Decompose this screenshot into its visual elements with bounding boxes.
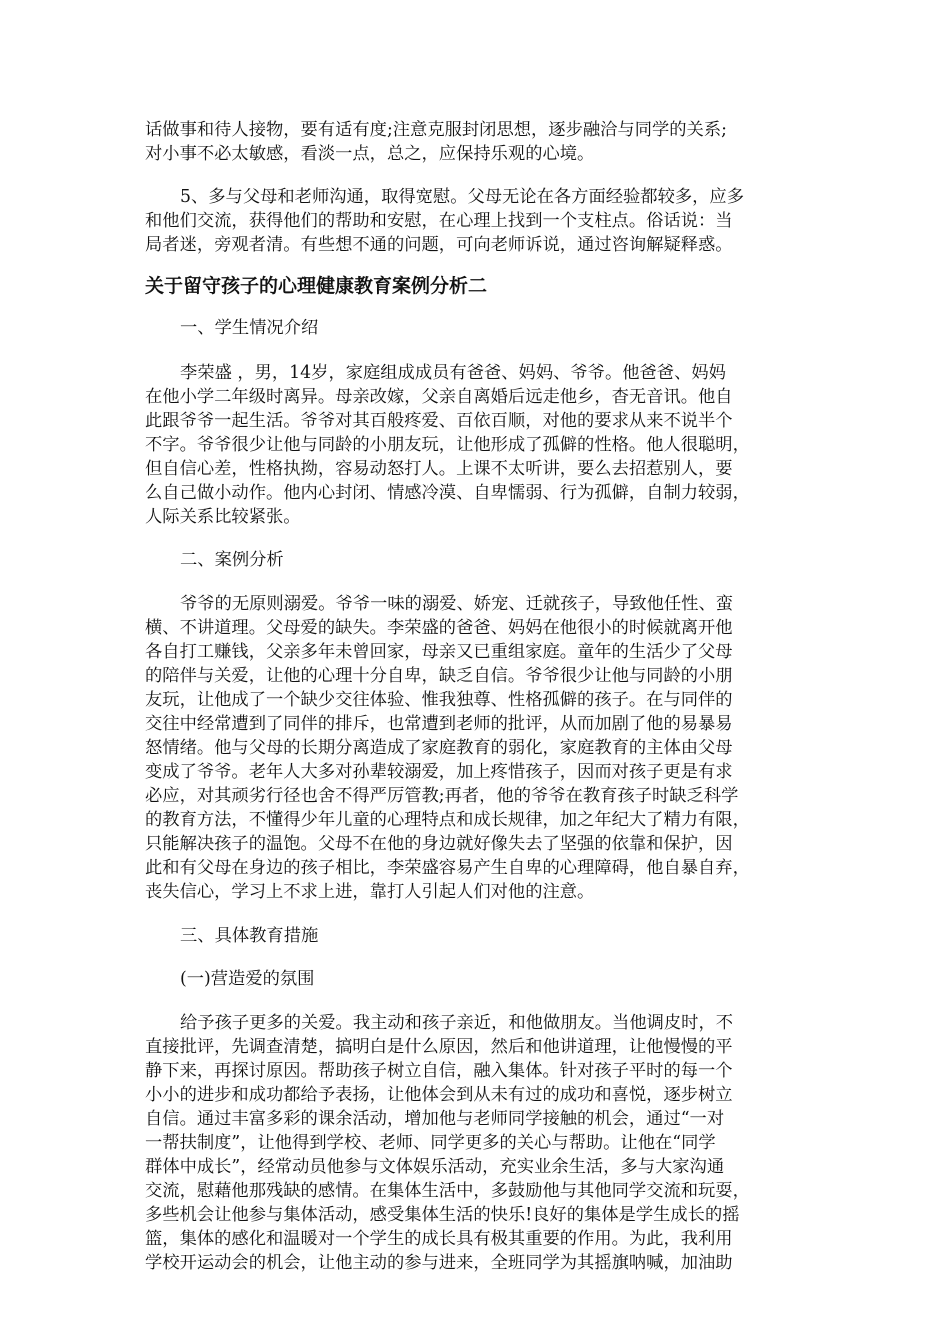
text-line: 直接批评，先调查清楚，搞明白是什么原因，然后和他讲道理，让他慢慢的平 <box>145 1037 733 1057</box>
text-line: 交往中经常遭到了同伴的排斥，也常遭到老师的批评，从而加剧了他的易暴易 <box>145 714 733 734</box>
text-line: 人际关系比较紧张。 <box>145 507 301 527</box>
text-line: 么自己做小动作。他内心封闭、情感冷漠、自卑懦弱、行为孤僻，自制力较弱， <box>145 483 750 503</box>
subsection-title: (一)营造爱的氛围 <box>180 969 315 989</box>
text-line: 丧失信心，学习上不求上进，靠打人引起人们对他的注意。 <box>145 882 595 902</box>
text-line: 局者迷，旁观者清。有些想不通的问题，可向老师诉说，通过咨询解疑释惑。 <box>145 235 733 255</box>
text-line: 此和有父母在身边的孩子相比，李荣盛容易产生自卑的心理障碍，他自暴自弃， <box>145 858 750 878</box>
text-line: 爷爷的无原则溺爱。爷爷一味的溺爱、娇宠、迁就孩子，导致他任性、蛮 <box>180 594 734 614</box>
text-line: 怒情绪。他与父母的长期分离造成了家庭教育的弱化，家庭教育的主体由父母 <box>145 738 733 758</box>
text-line: 静下来，再探讨原因。帮助孩子树立自信，融入集体。针对孩子平时的每一个 <box>145 1061 733 1081</box>
text-line: 但自信心差，性格执拗，容易动怒打人。上课不太听讲，要么去招惹别人，要 <box>145 459 733 479</box>
text-line: 学校开运动会的机会，让他主动的参与进来，全班同学为其摇旗呐喊，加油助 <box>145 1253 733 1273</box>
text-line: 和他们交流，获得他们的帮助和安慰，在心理上找到一个支柱点。俗话说：当 <box>145 211 733 231</box>
subsection-title: 一、学生情况介绍 <box>180 318 319 338</box>
text-line: 的教育方法，不懂得少年儿童的心理特点和成长规律，加之年纪大了精力有限， <box>145 810 750 830</box>
text-line: 话做事和待人接物，要有适有度;注意克服封闭思想，逐步融洽与同学的关系; <box>145 120 727 140</box>
text-line: 在他小学二年级时离异。母亲改嫁，父亲自离婚后远走他乡，杳无音讯。他自 <box>145 387 733 407</box>
subsection-title: 二、案例分析 <box>180 550 284 570</box>
text-line: 给予孩子更多的关爱。我主动和孩子亲近，和他做朋友。当他调皮时，不 <box>180 1013 734 1033</box>
text-line: 群体中成长”，经常动员他参与文体娱乐活动，充实业余生活，多与大家沟通 <box>145 1157 725 1177</box>
text-line: 不字。爷爷很少让他与同龄的小朋友玩，让他形成了孤僻的性格。他人很聪明， <box>145 435 750 455</box>
text-line: 各自打工赚钱，父亲多年未曾回家，母亲又已重组家庭。童年的生活少了父母 <box>145 642 733 662</box>
text-line: 交流，慰藉他那残缺的感情。在集体生活中，多鼓励他与其他同学交流和玩耍， <box>145 1181 750 1201</box>
text-line: 只能解决孩子的温饱。父母不在他的身边就好像失去了坚强的依靠和保护，因 <box>145 834 733 854</box>
text-line: 友玩，让他成了一个缺少交往体验、惟我独尊、性格孤僻的孩子。在与同伴的 <box>145 690 733 710</box>
text-line: 此跟爷爷一起生活。爷爷对其百般疼爱、百依百顺，对他的要求从来不说半个 <box>145 411 733 431</box>
section-heading: 关于留守孩子的心理健康教育案例分析二 <box>145 275 488 297</box>
text-line: 自信。通过丰富多彩的课余活动，增加他与老师同学接触的机会，通过“一对 <box>145 1109 725 1129</box>
text-line: 横、不讲道理。父母爱的缺失。李荣盛的爸爸、妈妈在他很小的时候就离开他 <box>145 618 733 638</box>
text-line: 多些机会让他参与集体活动，感受集体生活的快乐!良好的集体是学生成长的摇 <box>145 1205 740 1225</box>
text-line: 的陪伴与关爱，让他的心理十分自卑，缺乏自信。爷爷很少让他与同龄的小朋 <box>145 666 733 686</box>
subsection-title: 三、具体教育措施 <box>180 926 319 946</box>
text-line: 篮，集体的感化和温暖对一个学生的成长具有极其重要的作用。为此，我利用 <box>145 1229 733 1249</box>
text-line: 一帮扶制度”，让他得到学校、老师、同学更多的关心与帮助。让他在“同学 <box>145 1133 716 1153</box>
text-line: 李荣盛 ，男，14岁，家庭组成成员有爸爸、妈妈、爷爷。他爸爸、妈妈 <box>180 363 726 383</box>
text-line: 小小的进步和成功都给予表扬，让他体会到从未有过的成功和喜悦，逐步树立 <box>145 1085 733 1105</box>
text-line: 对小事不必太敏感，看淡一点，总之，应保持乐观的心境。 <box>145 144 595 164</box>
text-line: 5、多与父母和老师沟通，取得宽慰。父母无论在各方面经验都较多，应多 <box>180 187 744 207</box>
text-line: 必应，对其顽劣行径也舍不得严厉管教;再者，他的爷爷在教育孩子时缺乏科学 <box>145 786 739 806</box>
text-line: 变成了爷爷。老年人大多对孙辈较溺爱，加上疼惜孩子，因而对孩子更是有求 <box>145 762 733 782</box>
